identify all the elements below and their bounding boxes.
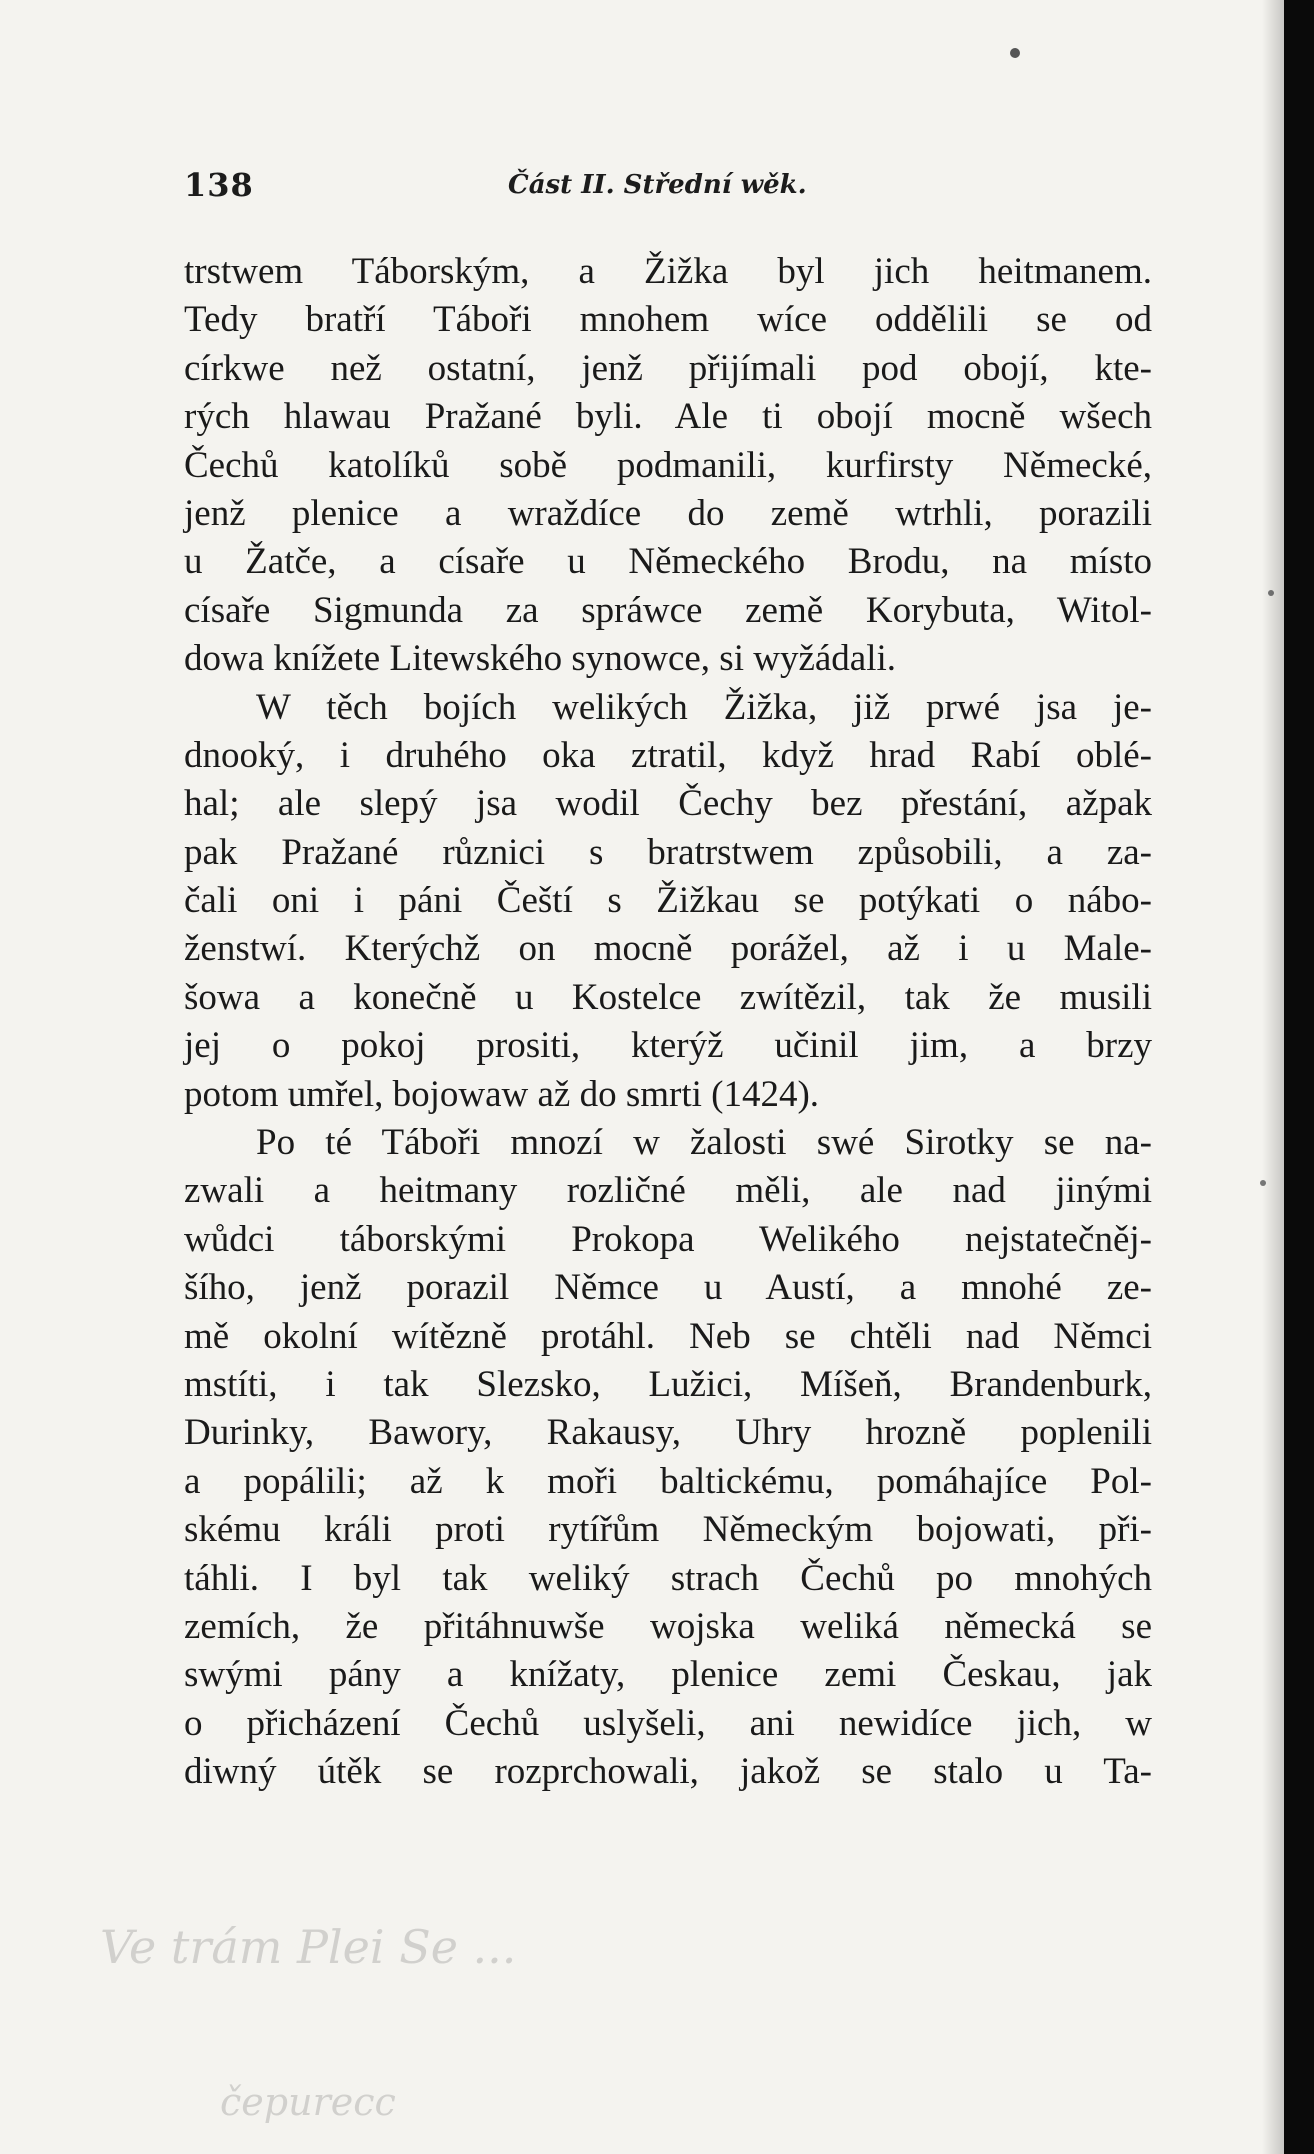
text-line: církwe než ostatní, jenž přijímali pod obojí, kte- xyxy=(184,347,1152,389)
scan-speck xyxy=(1010,48,1020,58)
text-line: potom umřel, bojowaw až do smrti (1424). xyxy=(184,1073,820,1115)
text-line: swými pány a knížaty, plenice zemi Českau, jak xyxy=(184,1654,1152,1696)
text-line: čali oni i páni Čeští s Žižkau se potýkati o nábo- xyxy=(184,880,1152,922)
text-line: císaře Sigmunda za spráwce země Korybuta, Witol- xyxy=(184,589,1152,631)
bleed-through-text: Ve trám Plei Se ... xyxy=(100,1920,517,1974)
text-line: jenž plenice a wraždíce do země wtrhli, porazili xyxy=(184,492,1152,534)
page-header xyxy=(0,166,1284,216)
text-line: diwný útěk se rozprchowali, jakož se stalo u Ta- xyxy=(184,1751,1152,1793)
text-line: dnooký, i druhého oka ztratil, když hrad Rabí oblé- xyxy=(184,734,1152,776)
text-line: jej o pokoj prositi, kterýž učinil jim, a brzy xyxy=(184,1025,1152,1067)
text-line: táhli. I byl tak weliký strach Čechů po mnohých xyxy=(184,1557,1152,1599)
text-line: pak Pražané různici s bratrstwem způsobili, a za- xyxy=(184,831,1152,873)
text-line: zemích, že přitáhnuwše wojska weliká německá se xyxy=(184,1605,1152,1647)
text-line: Čechů katolíků sobě podmanili, kurfirsty Německé, xyxy=(184,444,1152,486)
paragraph-start-line: Po té Táboři mnozí w žalosti swé Sirotky se na- xyxy=(256,1122,1152,1164)
body-text xyxy=(184,248,1152,1797)
running-head: Část II. Střední wěk. xyxy=(508,170,807,200)
text-line: zwali a heitmany rozličné měli, ale nad jinými xyxy=(184,1170,1152,1212)
text-line: hal; ale slepý jsa wodil Čechy bez přestání, ažpak xyxy=(184,783,1152,825)
text-line: šowa a konečně u Kostelce zwítězil, tak že musili xyxy=(184,976,1152,1018)
text-line: u Žatče, a císaře u Německého Brodu, na místo xyxy=(184,541,1152,583)
text-line: mě okolní wítězně protáhl. Neb se chtěli nad Němci xyxy=(184,1315,1152,1357)
text-line: skému králi proti rytířům Německým bojowati, při- xyxy=(184,1509,1152,1551)
text-line: wůdci táborskými Prokopa Welikého nejstatečněj- xyxy=(184,1218,1152,1260)
scan-border xyxy=(1284,0,1314,2154)
text-line: ženstwí. Kterýchž on mocně porážel, až i u Male- xyxy=(184,928,1152,970)
text-line: šího, jenž porazil Němce u Austí, a mnohé ze- xyxy=(184,1267,1152,1309)
paragraph-start-line: W těch bojích welikých Žižka, již prwé jsa je- xyxy=(256,686,1152,728)
bleed-through-text: čepurecc xyxy=(220,2080,396,2124)
text-line: rých hlawau Pražané byli. Ale ti obojí mocně wšech xyxy=(184,396,1152,438)
text-line: trstwem Táborským, a Žižka byl jich heitmanem. xyxy=(184,251,1152,292)
text-line: Tedy bratří Táboři mnohem wíce oddělili se od xyxy=(184,299,1152,341)
text-line: a popálili; až k moři baltickému, pomáhajíce Pol- xyxy=(184,1460,1152,1502)
text-line: Durinky, Bawory, Rakausy, Uhry hrozně poplenili xyxy=(184,1412,1152,1454)
text-line: o přicházení Čechů uslyšeli, ani newidíce jich, w xyxy=(184,1702,1152,1744)
text-line: dowa knížete Litewského synowce, si wyžádali. xyxy=(184,638,897,680)
text-line: mstíti, i tak Slezsko, Lužici, Míšeň, Brandenburk, xyxy=(184,1363,1152,1405)
page-fold-shadow xyxy=(1262,0,1284,2154)
page-number: 138 xyxy=(184,166,254,204)
